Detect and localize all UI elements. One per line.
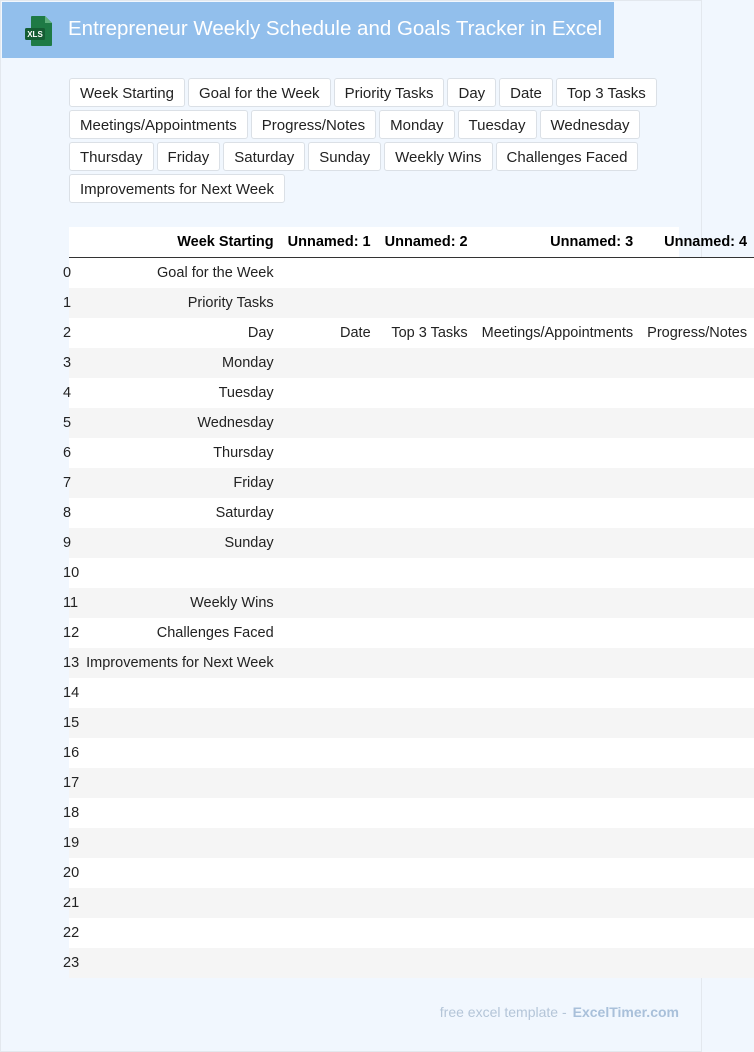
row-index bbox=[63, 258, 79, 289]
table-cell: Tuesday bbox=[218, 385, 274, 401]
excel-icon-label: XLS bbox=[27, 30, 43, 39]
page-title: Entrepreneur Weekly Schedule and Goals Tracker in Excel bbox=[68, 17, 603, 40]
row-index bbox=[63, 708, 80, 738]
table-row bbox=[69, 408, 754, 438]
table-cell bbox=[378, 498, 475, 528]
column-chip[interactable]: Saturday bbox=[223, 142, 305, 171]
table-cell: Challenges Faced bbox=[156, 625, 274, 641]
table-cell bbox=[281, 828, 378, 858]
table-cell bbox=[640, 828, 754, 858]
footer-text: free excel template - bbox=[439, 1004, 567, 1020]
table-cell: Wednesday bbox=[197, 415, 274, 431]
column-chip[interactable]: Thursday bbox=[69, 142, 154, 171]
table-cell bbox=[281, 858, 378, 888]
table-cell bbox=[79, 678, 281, 708]
table-cell bbox=[640, 858, 754, 888]
table-cell bbox=[281, 798, 378, 828]
column-chip[interactable]: Weekly Wins bbox=[384, 142, 492, 171]
column-chip[interactable]: Date bbox=[499, 78, 553, 107]
column-chip[interactable]: Monday bbox=[379, 110, 454, 139]
table-cell bbox=[640, 498, 754, 528]
table-cell bbox=[281, 438, 378, 468]
table-cell bbox=[640, 528, 754, 558]
table-cell: Friday bbox=[233, 475, 274, 491]
column-chip[interactable]: Challenges Faced bbox=[496, 142, 639, 171]
table-cell bbox=[281, 348, 378, 378]
table-cell bbox=[378, 678, 475, 708]
table-row bbox=[69, 378, 754, 408]
table-row bbox=[69, 798, 754, 828]
row-index-label: 21 bbox=[63, 895, 80, 911]
table-cell: Date bbox=[340, 325, 371, 341]
table-cell bbox=[378, 918, 475, 948]
table-cell bbox=[475, 288, 641, 318]
table-cell bbox=[378, 558, 475, 588]
table-cell bbox=[281, 468, 378, 498]
row-index-label: 2 bbox=[63, 325, 72, 341]
row-index-label: 17 bbox=[63, 775, 80, 791]
table-row bbox=[69, 648, 754, 678]
table-cell bbox=[79, 918, 281, 948]
table-cell bbox=[378, 888, 475, 918]
table-cell bbox=[640, 258, 754, 289]
table-row bbox=[69, 258, 754, 289]
table-cell bbox=[475, 558, 641, 588]
column-chip[interactable]: Wednesday bbox=[540, 110, 641, 139]
table-cell bbox=[79, 888, 281, 918]
column-chip[interactable]: Top 3 Tasks bbox=[556, 78, 657, 107]
table-cell bbox=[281, 588, 378, 618]
table-cell bbox=[281, 618, 378, 648]
table-cell bbox=[475, 918, 641, 948]
table-cell bbox=[475, 468, 641, 498]
table-row bbox=[69, 498, 754, 528]
table-cell: Priority Tasks bbox=[187, 295, 274, 311]
table-cell: Thursday bbox=[213, 445, 274, 461]
table-cell bbox=[281, 948, 378, 978]
table-cell: Weekly Wins bbox=[190, 595, 274, 611]
table-cell bbox=[281, 708, 378, 738]
table-cell bbox=[475, 618, 641, 648]
table-cell bbox=[475, 588, 641, 618]
table-row bbox=[69, 558, 754, 588]
column-chip[interactable]: Week Starting bbox=[69, 78, 185, 107]
column-header: Unnamed: 2 bbox=[378, 227, 475, 258]
table-cell bbox=[281, 378, 378, 408]
table-cell bbox=[281, 888, 378, 918]
table-cell bbox=[640, 468, 754, 498]
table-cell bbox=[79, 768, 281, 798]
table-cell bbox=[475, 678, 641, 708]
page-header bbox=[2, 2, 614, 58]
table-cell bbox=[378, 288, 475, 318]
table-cell bbox=[475, 828, 641, 858]
table-cell: Saturday bbox=[215, 505, 274, 521]
table-cell bbox=[475, 348, 641, 378]
row-index-label: 16 bbox=[63, 745, 80, 761]
row-index bbox=[63, 348, 79, 378]
table-cell bbox=[378, 588, 475, 618]
table-cell bbox=[640, 648, 754, 678]
table-row bbox=[69, 948, 754, 978]
row-index bbox=[63, 798, 80, 828]
table-cell: Progress/Notes bbox=[647, 325, 748, 341]
column-chip[interactable]: Tuesday bbox=[458, 110, 537, 139]
table-cell bbox=[281, 408, 378, 438]
table-cell bbox=[281, 498, 378, 528]
table-cell bbox=[378, 468, 475, 498]
table-row bbox=[69, 468, 754, 498]
table-cell bbox=[281, 528, 378, 558]
table-cell bbox=[475, 528, 641, 558]
row-index-label: 19 bbox=[63, 835, 80, 851]
row-index bbox=[63, 948, 80, 978]
row-index-label: 3 bbox=[63, 355, 72, 371]
table-row bbox=[69, 918, 754, 948]
table-cell bbox=[640, 588, 754, 618]
table-cell bbox=[378, 828, 475, 858]
table-cell bbox=[475, 408, 641, 438]
row-index bbox=[63, 318, 79, 348]
column-chip[interactable]: Day bbox=[447, 78, 496, 107]
table-row bbox=[69, 528, 754, 558]
table-cell bbox=[281, 768, 378, 798]
footer bbox=[440, 1004, 679, 1020]
row-index bbox=[63, 528, 79, 558]
table-cell bbox=[640, 948, 754, 978]
table-row bbox=[69, 618, 754, 648]
table-cell bbox=[79, 738, 281, 768]
table-cell bbox=[378, 738, 475, 768]
table-cell bbox=[378, 378, 475, 408]
table-cell bbox=[640, 888, 754, 918]
row-index-label: 14 bbox=[63, 685, 80, 701]
row-index-label: 13 bbox=[63, 655, 80, 671]
table-cell bbox=[475, 378, 641, 408]
row-index bbox=[63, 438, 79, 468]
table-cell bbox=[378, 618, 475, 648]
table-cell bbox=[79, 948, 281, 978]
table-row bbox=[69, 858, 754, 888]
row-index bbox=[63, 288, 79, 318]
table-cell bbox=[378, 528, 475, 558]
column-chip[interactable]: Goal for the Week bbox=[188, 78, 331, 107]
table-cell bbox=[281, 258, 378, 289]
table-row bbox=[69, 678, 754, 708]
column-chip[interactable]: Priority Tasks bbox=[334, 78, 445, 107]
table-cell bbox=[378, 948, 475, 978]
table-body bbox=[63, 258, 754, 979]
table-cell bbox=[378, 768, 475, 798]
column-chip-list bbox=[69, 78, 659, 203]
table-header-row bbox=[69, 227, 754, 258]
table-cell bbox=[640, 768, 754, 798]
table-cell bbox=[475, 858, 641, 888]
row-index bbox=[63, 918, 80, 948]
table-cell bbox=[378, 258, 475, 289]
table-cell bbox=[281, 738, 378, 768]
table-cell bbox=[79, 828, 281, 858]
table-row bbox=[69, 438, 754, 468]
table-cell bbox=[475, 738, 641, 768]
table-cell bbox=[378, 348, 475, 378]
table-cell bbox=[475, 648, 641, 678]
column-chip[interactable]: Sunday bbox=[308, 142, 381, 171]
table-cell: Goal for the Week bbox=[157, 265, 274, 281]
table-row bbox=[69, 888, 754, 918]
table-cell bbox=[378, 408, 475, 438]
table-row bbox=[69, 318, 754, 348]
table-cell bbox=[281, 288, 378, 318]
table-row bbox=[69, 588, 754, 618]
row-index bbox=[63, 618, 80, 648]
row-index-label: 22 bbox=[63, 925, 80, 941]
row-index bbox=[63, 378, 79, 408]
row-index-label: 12 bbox=[63, 625, 80, 641]
row-index-label: 5 bbox=[63, 415, 72, 431]
table-cell bbox=[475, 438, 641, 468]
table-cell bbox=[640, 708, 754, 738]
table-cell bbox=[640, 378, 754, 408]
table-cell bbox=[79, 558, 281, 588]
table-cell bbox=[640, 558, 754, 588]
table-cell bbox=[378, 438, 475, 468]
column-chip[interactable]: Friday bbox=[157, 142, 221, 171]
table-cell bbox=[79, 858, 281, 888]
table-cell bbox=[640, 798, 754, 828]
table-cell bbox=[640, 408, 754, 438]
table-cell bbox=[475, 498, 641, 528]
row-index bbox=[63, 588, 79, 618]
row-index bbox=[63, 858, 80, 888]
row-index bbox=[63, 408, 79, 438]
table-cell: Sunday bbox=[224, 535, 274, 551]
row-index bbox=[63, 648, 80, 678]
row-index bbox=[63, 738, 80, 768]
table-cell bbox=[475, 708, 641, 738]
row-index-label: 4 bbox=[63, 385, 72, 401]
table-cell bbox=[475, 948, 641, 978]
row-index-label: 23 bbox=[63, 955, 80, 971]
row-index bbox=[63, 768, 80, 798]
row-index-label: 0 bbox=[63, 265, 72, 281]
table-cell bbox=[640, 618, 754, 648]
row-index-label: 9 bbox=[63, 535, 72, 551]
table-cell bbox=[475, 798, 641, 828]
table-row bbox=[69, 738, 754, 768]
table-cell: Day bbox=[247, 325, 274, 341]
column-header: Unnamed: 4 bbox=[640, 227, 754, 258]
column-chip[interactable]: Progress/Notes bbox=[251, 110, 376, 139]
column-chip[interactable]: Meetings/Appointments bbox=[69, 110, 248, 139]
table-cell: Meetings/Appointments bbox=[481, 325, 634, 341]
table-cell bbox=[640, 738, 754, 768]
table-cell bbox=[378, 798, 475, 828]
table-cell bbox=[640, 918, 754, 948]
table-cell bbox=[281, 678, 378, 708]
table-cell bbox=[640, 438, 754, 468]
row-index-label: 1 bbox=[63, 295, 72, 311]
column-header bbox=[69, 227, 79, 258]
table-cell bbox=[281, 648, 378, 678]
row-index bbox=[63, 468, 79, 498]
table-cell bbox=[475, 768, 641, 798]
table-row bbox=[69, 708, 754, 738]
row-index-label: 18 bbox=[63, 805, 80, 821]
excel-file-icon bbox=[24, 15, 54, 47]
row-index bbox=[63, 678, 80, 708]
table-row bbox=[69, 828, 754, 858]
column-header: Week Starting bbox=[79, 227, 281, 258]
table-cell bbox=[79, 708, 281, 738]
row-index-label: 8 bbox=[63, 505, 72, 521]
table-cell: Monday bbox=[222, 355, 274, 371]
table-cell bbox=[281, 558, 378, 588]
row-index-label: 20 bbox=[63, 865, 80, 881]
table-cell: Improvements for Next Week bbox=[86, 655, 274, 671]
table-cell bbox=[378, 858, 475, 888]
table-cell bbox=[475, 258, 641, 289]
table-cell bbox=[378, 648, 475, 678]
table-row bbox=[69, 348, 754, 378]
row-index-label: 11 bbox=[63, 595, 79, 611]
column-header: Unnamed: 1 bbox=[281, 227, 378, 258]
table-cell bbox=[79, 798, 281, 828]
table-cell bbox=[640, 348, 754, 378]
column-header: Unnamed: 3 bbox=[475, 227, 641, 258]
column-chip[interactable]: Improvements for Next Week bbox=[69, 174, 285, 203]
row-index bbox=[63, 558, 80, 588]
data-table-container[interactable] bbox=[63, 227, 748, 978]
table-cell bbox=[378, 708, 475, 738]
data-table bbox=[63, 227, 754, 978]
table-cell: Top 3 Tasks bbox=[391, 325, 468, 341]
table-cell bbox=[640, 288, 754, 318]
table-row bbox=[69, 768, 754, 798]
table-cell bbox=[281, 918, 378, 948]
footer-brand-link[interactable]: ExcelTimer.com bbox=[572, 1004, 679, 1020]
row-index-label: 15 bbox=[63, 715, 80, 731]
table-cell bbox=[475, 888, 641, 918]
table-cell bbox=[640, 678, 754, 708]
row-index bbox=[63, 828, 80, 858]
row-index bbox=[63, 498, 79, 528]
table-row bbox=[69, 288, 754, 318]
row-index bbox=[63, 888, 80, 918]
row-index-label: 6 bbox=[63, 445, 72, 461]
row-index-label: 7 bbox=[63, 475, 72, 491]
row-index-label: 10 bbox=[63, 565, 80, 581]
